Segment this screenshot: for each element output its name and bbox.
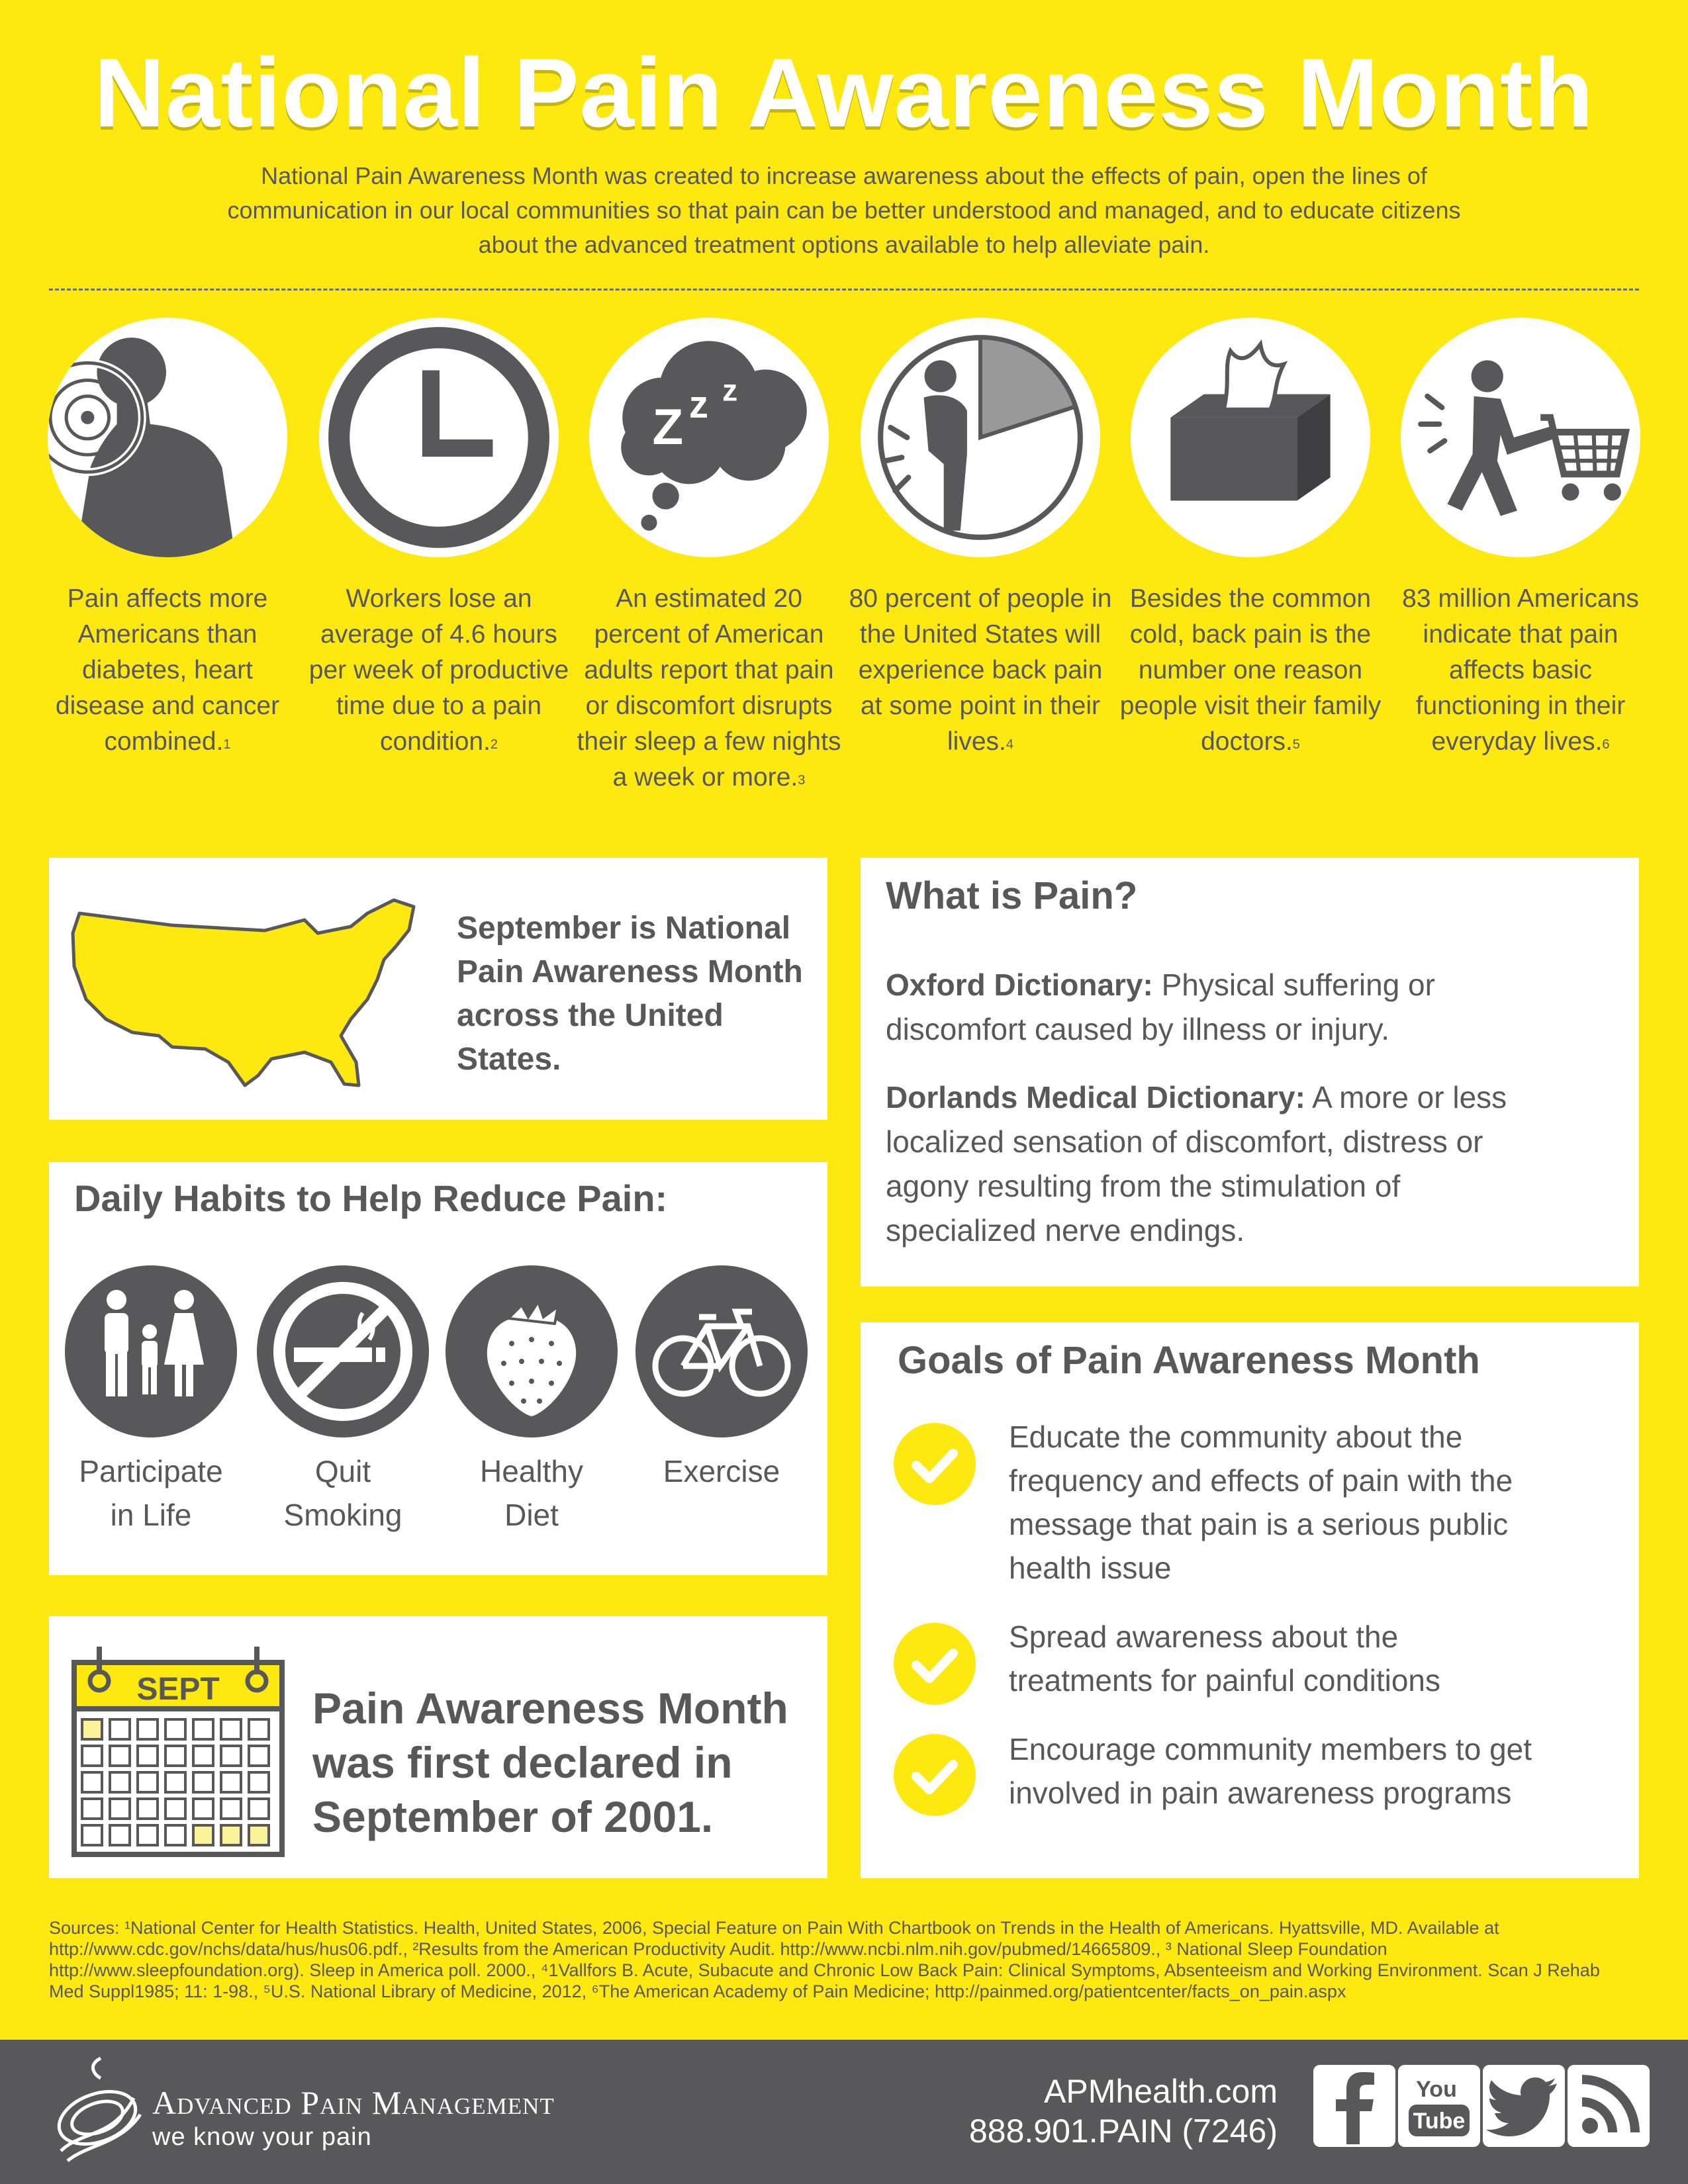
calendar-day-cell <box>82 1746 102 1766</box>
calendar-day-cell <box>221 1746 241 1766</box>
calendar-day-cell <box>165 1799 185 1819</box>
calendar-day-cell <box>82 1799 102 1819</box>
page-title: National Pain Awareness Month <box>94 38 1594 148</box>
calendar-label: SEPT <box>136 1672 220 1707</box>
declared-text: Pain Awareness Month was first declared in September of 2001. <box>312 1684 788 1841</box>
svg-text:You: You <box>1416 2077 1457 2102</box>
calendar-day-cell <box>165 1825 185 1845</box>
calendar-day-cell <box>165 1746 185 1766</box>
stat-3-text: An estimated 20 percent of American adults report that pain or discomfort disrupts their sleep a few nights a week or more.$^3$ <box>577 584 841 792</box>
habit-label-participate: Participate in Life <box>79 1454 223 1532</box>
body-pain-icon <box>48 318 287 557</box>
facebook-icon[interactable] <box>1313 2065 1395 2147</box>
goals-heading: Goals of Pain Awareness Month <box>898 1339 1480 1382</box>
calendar-day-cell <box>193 1772 213 1792</box>
sleep-letter-3: z <box>722 373 738 408</box>
sources-text: Sources: ¹National Center for Health Statistics. Health, United States, 2006, Special Feature on Pain With Chartbook on Trends in the Health of Americans. Hyattsville, MD. Available at http://www.cdc.gov/nchs/data/hus/hus06.pdf., ²Results from the American Productivity Audit. http://www.ncbi.nlm.nih.gov/pubmed/14665809., ³ National Sleep Foundation http://www.sleepfoundation.org). Sleep in America poll. 2000., ⁴1Vallfors B. Acute, Subacute and Chronic Low Back Pain: Clinical Symptoms, Absenteeism and Working Environment. Scan J Rehab Med Suppl1985; 11: 1-98., ⁵U.S. National Library of Medicine, 2012, ⁶The American Academy of Pain Medicine; http://painmed.org/patientcenter/facts_on_pain.aspx <box>49 1918 1600 2001</box>
brand-name: Advanced Pain Management <box>152 2084 555 2121</box>
calendar-day-cell <box>249 1772 269 1792</box>
stat-2-text: Workers lose an average of 4.6 hours per week of productive time due to a pain condition.$^2$ <box>308 584 569 756</box>
habit-label-healthy-diet: Healthy Diet <box>480 1454 583 1532</box>
calendar-day-cell <box>221 1772 241 1792</box>
calendar-day-cell <box>138 1825 158 1845</box>
shopping-cart-pain-icon <box>1401 318 1640 557</box>
calendar-day-cell <box>82 1719 102 1739</box>
twitter-icon[interactable] <box>1483 2065 1565 2147</box>
calendar-day-cell <box>221 1719 241 1739</box>
calendar-day-cell <box>193 1799 213 1819</box>
calendar-day-cell <box>82 1825 102 1845</box>
calendar-day-cell <box>110 1772 130 1792</box>
definition-oxford: Oxford Dictionary: Physical suffering or discomfort caused by illness or injury. <box>886 968 1435 1046</box>
calendar-day-cell <box>249 1719 269 1739</box>
calendar-day-cell <box>165 1772 185 1792</box>
calendar-day-cell <box>82 1772 102 1792</box>
habit-label-quit-smoking: Quit Smoking <box>283 1454 402 1532</box>
calendar-day-cell <box>110 1746 130 1766</box>
youtube-icon[interactable] <box>1398 2065 1480 2147</box>
what-is-pain-heading: What is Pain? <box>886 874 1138 917</box>
calendar-day-cell <box>193 1825 213 1845</box>
strawberry-icon <box>445 1265 618 1437</box>
intro-paragraph: National Pain Awareness Month was created to increase awareness about the effects of pain, open the lines of communication in our local communities so that pain can be better understood and managed, and to educate citizens about the advanced treatment options available to help alleviate pain. <box>227 162 1461 258</box>
calendar-day-cell <box>193 1746 213 1766</box>
stat-6-text: 83 million Americans indicate that pain affects basic functioning in their everyday lives.$^6$ <box>1402 584 1639 756</box>
habit-label-exercise: Exercise <box>663 1454 780 1488</box>
sleep-letter-1: Z <box>652 399 684 456</box>
stat-1-text: Pain affects more Americans than diabetes, heart disease and cancer combined.$^1$ <box>55 584 280 756</box>
dashed-divider <box>49 289 1639 291</box>
apm-logo-icon <box>48 2052 147 2171</box>
tissue-box-icon <box>1131 318 1370 557</box>
clock-icon <box>319 318 559 557</box>
calendar-day-cell <box>165 1719 185 1739</box>
brand-tagline: we know your pain <box>152 2123 372 2151</box>
calendar-day-cell <box>249 1746 269 1766</box>
bicycle-icon <box>635 1265 808 1437</box>
back-pain-pie-icon <box>861 318 1100 557</box>
usa-panel-text: September is National Pain Awareness Month across the United States. <box>457 911 803 1077</box>
calendar-day-cell <box>138 1746 158 1766</box>
website-link[interactable]: APMhealth.com <box>1044 2073 1278 2110</box>
check-icon <box>894 1734 976 1816</box>
sleep-cloud-icon <box>589 318 829 557</box>
calendar-day-cell <box>110 1799 130 1819</box>
sleep-letter-2: z <box>688 383 708 426</box>
calendar-day-cell <box>110 1825 130 1845</box>
calendar-day-cell <box>138 1719 158 1739</box>
calendar-icon <box>69 1641 287 1860</box>
stat-5-text: Besides the common cold, back pain is the number one reason people visit their family doctors.$^5$ <box>1119 584 1382 756</box>
goal-3-text: Encourage community members to get involved in pain awareness programs <box>1009 1732 1532 1810</box>
check-icon <box>894 1423 976 1505</box>
calendar-day-cell <box>110 1719 130 1739</box>
calendar-day-cell <box>193 1719 213 1739</box>
check-icon <box>894 1623 976 1705</box>
goal-1-text: Educate the community about the frequency and effects of pain with the message that pain is a serious public health issue <box>1009 1420 1513 1585</box>
definition-dorlands: Dorlands Medical Dictionary: A more or less localized sensation of discomfort, distress or agony resulting from the stimulation of specialized nerve endings. <box>886 1080 1507 1248</box>
calendar-day-cell <box>249 1825 269 1845</box>
calendar-day-cell <box>221 1825 241 1845</box>
usa-map-icon <box>66 893 437 1092</box>
phone-number: 888.901.PAIN (7246) <box>968 2113 1278 2150</box>
calendar-day-cell <box>138 1799 158 1819</box>
goal-2-text: Spread awareness about the treatments for painful conditions <box>1009 1619 1441 1698</box>
rss-icon[interactable] <box>1568 2065 1650 2147</box>
svg-text:Tube: Tube <box>1413 2109 1466 2134</box>
stat-4-text: 80 percent of people in the United States will experience back pain at some point in their lives.$^4$ <box>849 584 1112 756</box>
no-smoking-icon <box>257 1265 429 1437</box>
family-icon <box>65 1265 237 1437</box>
calendar-day-cell <box>221 1799 241 1819</box>
calendar-day-cell <box>138 1772 158 1792</box>
habits-heading: Daily Habits to Help Reduce Pain: <box>74 1177 668 1219</box>
calendar-day-cell <box>249 1799 269 1819</box>
contact-info <box>887 2071 1278 2151</box>
